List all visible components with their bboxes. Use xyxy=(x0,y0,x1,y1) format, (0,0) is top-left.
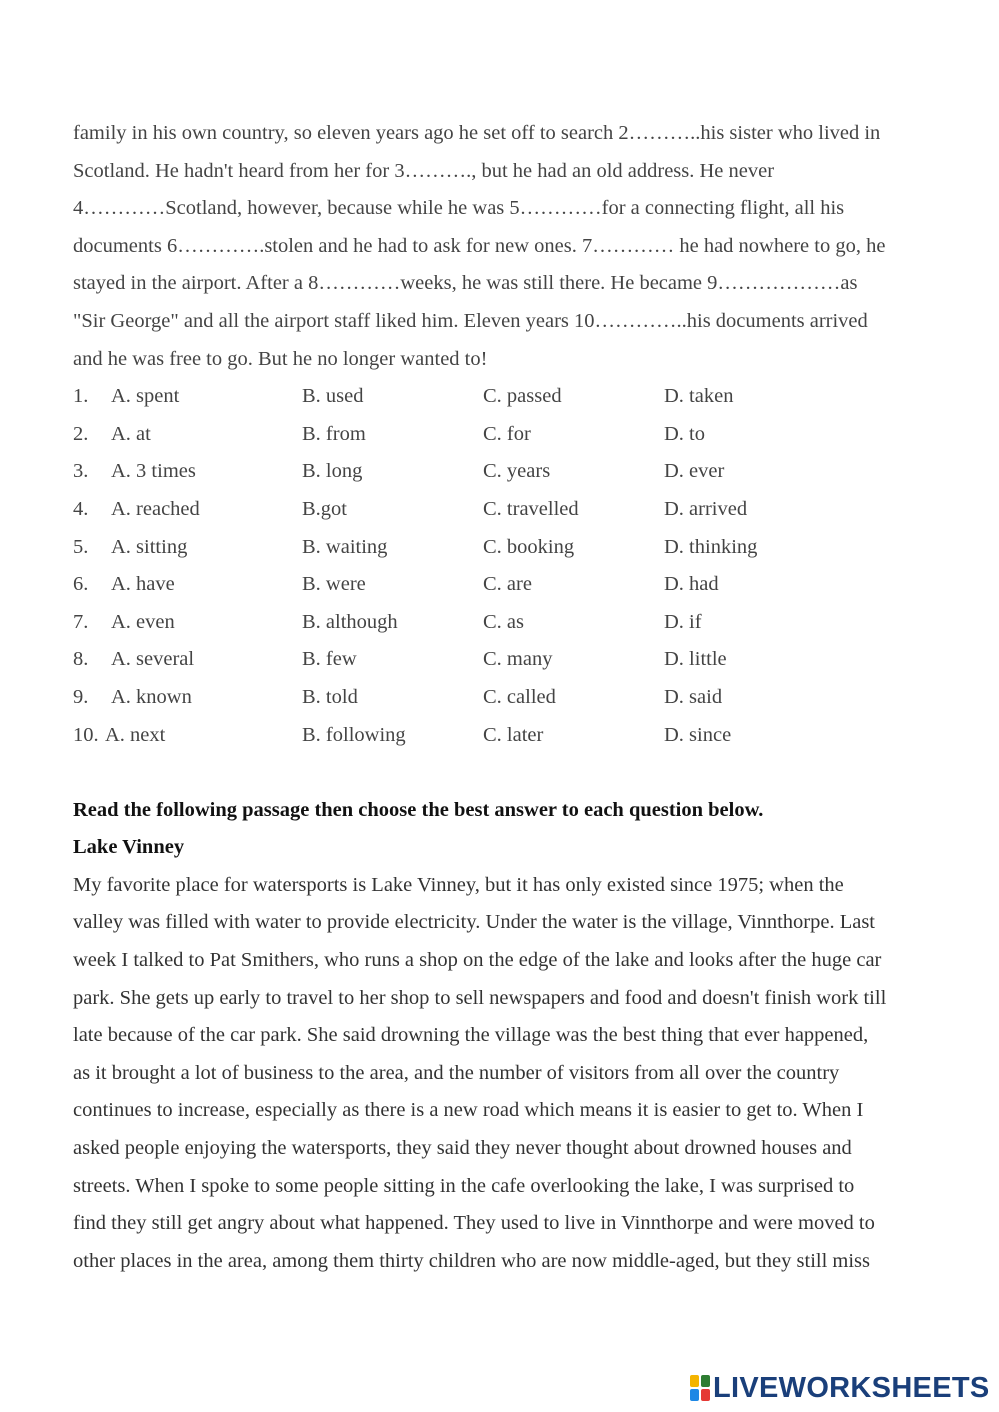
passage-line: continues to increase, especially as there is a new road which means it is easier to get to. When I xyxy=(73,1099,864,1122)
option-d: D. to xyxy=(664,422,705,445)
option-a: A. several xyxy=(111,648,195,671)
option-c: C. travelled xyxy=(483,497,579,520)
question-number: 5. xyxy=(73,535,89,558)
question-number: 4. xyxy=(73,497,89,520)
liveworksheets-logo xyxy=(690,1371,990,1405)
passage-line: family in his own country, so eleven years ago he set off to search 2………..his sister who lived in xyxy=(73,122,881,144)
option-d: D. thinking xyxy=(664,535,758,558)
option-d: D. little xyxy=(664,648,727,671)
question-number: 1. xyxy=(73,385,89,408)
option-b: B. from xyxy=(302,422,366,445)
passage-title: Lake Vinney xyxy=(73,836,185,859)
option-a: A. 3 times xyxy=(111,460,196,483)
option-b: B. waiting xyxy=(302,535,388,558)
question-number: 10. xyxy=(73,723,99,746)
question-options-row xyxy=(73,378,943,416)
passage-line: late because of the car park. She said drowning the village was the best thing that ever happened, xyxy=(73,1024,869,1047)
spacer xyxy=(73,754,943,792)
option-b: B. although xyxy=(302,610,398,633)
option-b: B. told xyxy=(302,685,358,708)
option-b: B.got xyxy=(302,497,347,520)
section-instruction: Read the following passage then choose the best answer to each question below. xyxy=(73,798,764,821)
passage-line: find they still get angry about what happened. They used to live in Vinnthorpe and were moved to xyxy=(73,1212,875,1235)
passage-bottom xyxy=(73,867,943,1281)
option-c: C. passed xyxy=(483,385,562,408)
option-c: C. called xyxy=(483,685,556,708)
question-options-row xyxy=(73,679,943,717)
option-d: D. ever xyxy=(664,460,725,483)
answer-options-list xyxy=(73,378,943,754)
option-c: C. booking xyxy=(483,535,575,558)
passage-line: 4…………Scotland, however, because while he was 5…………for a connecting flight, all his xyxy=(73,197,845,220)
passage-line: My favorite place for watersports is Lake Vinney, but it has only existed since 1975; when the xyxy=(73,873,844,896)
passage-line: stayed in the airport. After a 8…………weeks, he was still there. He became 9………………as xyxy=(73,272,858,295)
question-number: 9. xyxy=(73,685,89,708)
passage-line: park. She gets up early to travel to her shop to sell newspapers and food and doesn't finish work till xyxy=(73,986,887,1009)
option-c: C. are xyxy=(483,573,532,596)
passage-line: and he was free to go. But he no longer wanted to! xyxy=(73,347,488,370)
option-a: A. spent xyxy=(111,385,180,408)
passage-line: as it brought a lot of business to the area, and the number of visitors from all over the country xyxy=(73,1061,840,1084)
question-number: 7. xyxy=(73,610,89,633)
question-options-row xyxy=(73,566,943,604)
question-number: 8. xyxy=(73,648,89,671)
question-options-row xyxy=(73,604,943,642)
question-number: 6. xyxy=(73,573,89,596)
option-a: A. known xyxy=(111,685,192,708)
option-c: C. later xyxy=(483,723,544,746)
option-a: A. sitting xyxy=(111,535,188,558)
question-options-row xyxy=(73,491,943,529)
passage-line: "Sir George" and all the airport staff liked him. Eleven years 10…………..his documents arrived xyxy=(73,309,868,332)
option-c: C. years xyxy=(483,460,551,483)
option-d: D. taken xyxy=(664,385,734,408)
option-a: A. at xyxy=(111,422,151,445)
option-d: D. said xyxy=(664,685,723,708)
option-b: B. long xyxy=(302,460,363,483)
passage-top xyxy=(73,115,943,378)
option-c: C. many xyxy=(483,648,553,671)
option-a: A. reached xyxy=(111,497,200,520)
passage-line: week I talked to Pat Smithers, who runs a shop on the edge of the lake and looks after the huge car xyxy=(73,949,882,972)
option-c: C. for xyxy=(483,422,531,445)
option-a: A. next xyxy=(105,723,166,746)
option-b: B. used xyxy=(302,385,364,408)
passage-line: streets. When I spoke to some people sitting in the cafe overlooking the lake, I was surprised to xyxy=(73,1174,855,1197)
option-b: B. following xyxy=(302,723,406,746)
passage-line: asked people enjoying the watersports, they said they never thought about drowned houses and xyxy=(73,1137,852,1160)
question-options-row xyxy=(73,416,943,454)
question-options-row xyxy=(73,453,943,491)
option-a: A. even xyxy=(111,610,175,633)
option-d: D. arrived xyxy=(664,497,748,520)
passage-line: valley was filled with water to provide electricity. Under the water is the village, Vinnthorpe. Last xyxy=(73,911,876,934)
question-options-row xyxy=(73,717,943,755)
option-d: D. had xyxy=(664,573,719,596)
option-b: B. were xyxy=(302,573,366,596)
logo-text: LIVEWORKSHEETS xyxy=(713,1371,990,1404)
question-number: 3. xyxy=(73,460,89,483)
question-options-row xyxy=(73,529,943,567)
passage-line: Scotland. He hadn't heard from her for 3………., but he had an old address. He never xyxy=(73,159,775,182)
worksheet-page xyxy=(73,115,943,1280)
option-c: C. as xyxy=(483,610,524,633)
option-b: B. few xyxy=(302,648,357,671)
passage-line: documents 6………….stolen and he had to ask for new ones. 7………… he had nowhere to go, he xyxy=(73,234,886,257)
option-d: D. since xyxy=(664,723,732,746)
passage-line: other places in the area, among them thirty children who are now middle-aged, but they still miss xyxy=(73,1249,871,1272)
question-number: 2. xyxy=(73,422,89,445)
question-options-row xyxy=(73,641,943,679)
option-d: D. if xyxy=(664,610,702,633)
liveworksheets-logo-icon xyxy=(690,1375,710,1401)
option-a: A. have xyxy=(111,573,175,596)
